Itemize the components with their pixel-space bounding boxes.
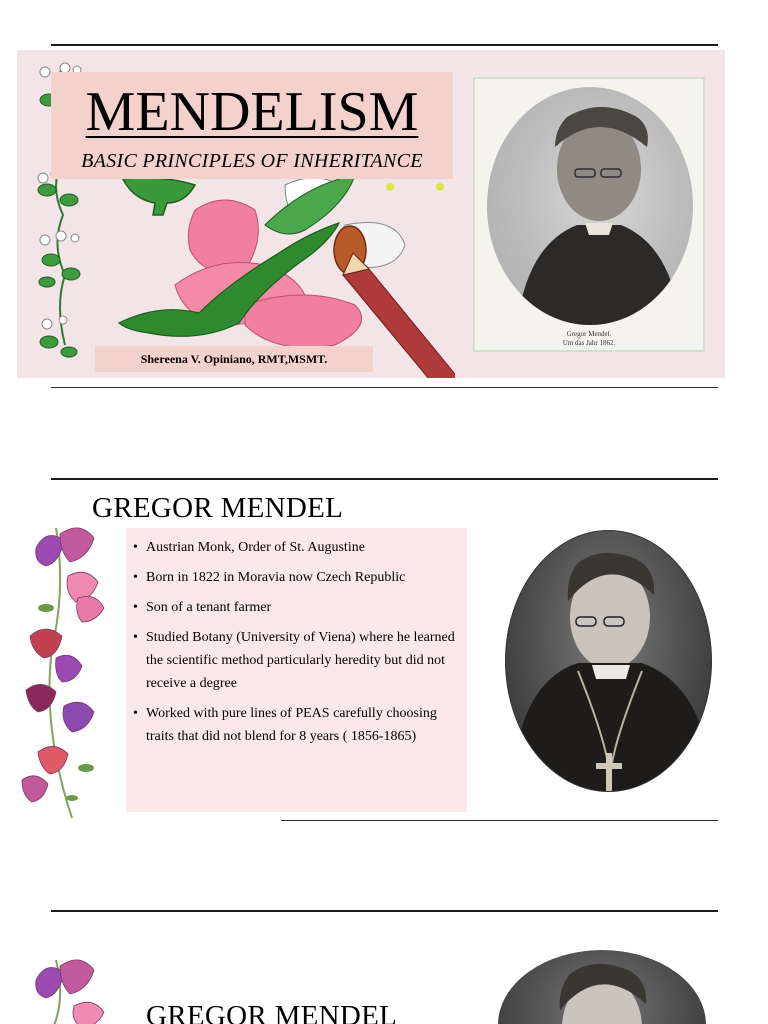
portrait-caption: [475, 330, 703, 348]
slide-title: MENDELISM: [85, 81, 419, 143]
slide2-bottom-rule: [281, 820, 718, 821]
sweet-pea-flowers-left-icon: [16, 518, 116, 828]
title-box: [51, 72, 453, 179]
mendel-portrait-image: [487, 87, 693, 325]
slide2-top-rule: [51, 478, 718, 480]
author-label: Shereena V. Opiniano, RMT,MSMT.: [95, 346, 373, 372]
sweet-pea-flowers-left-icon: [16, 950, 116, 1024]
bullet-item: • Austrian Monk, Order of St. Augustine: [130, 536, 457, 559]
bullet-item: • Son of a tenant farmer: [130, 596, 457, 619]
slide1-top-rule: [51, 44, 718, 46]
bullet-list: [130, 536, 457, 748]
slide2-title: GREGOR MENDEL: [92, 492, 344, 524]
slide3-top-rule: [51, 910, 718, 912]
bullet-item: • Worked with pure lines of PEAS carefully choosing traits that did not blend for 8 years ( 1856-1865): [130, 702, 457, 748]
mendel-portrait-frame: [473, 77, 705, 352]
slide-mendelism-title: [17, 50, 725, 378]
caption-line-1: Gregor Mendel.: [566, 330, 612, 338]
portrait-silhouette-icon: [487, 87, 693, 325]
slide-subtitle: BASIC PRINCIPLES OF INHERITANCE: [81, 150, 423, 172]
bullet-item: • Born in 1822 in Moravia now Czech Republic: [130, 566, 457, 589]
bullet-item: • Studied Botany (University of Viena) where he learned the scientific method particularly heredity but did not receive a degree: [130, 626, 457, 695]
slide3-title: GREGOR MENDEL: [146, 1000, 398, 1024]
portrait-silhouette-icon: [506, 531, 712, 792]
mendel-portrait-oval-partial: [498, 950, 706, 1024]
caption-line-2: Um das Jahr 1862.: [562, 339, 616, 347]
slide1-bottom-rule: [51, 387, 718, 388]
mendel-portrait-oval: [505, 530, 712, 792]
portrait-silhouette-icon: [498, 950, 706, 1024]
bullet-box: [126, 528, 467, 812]
